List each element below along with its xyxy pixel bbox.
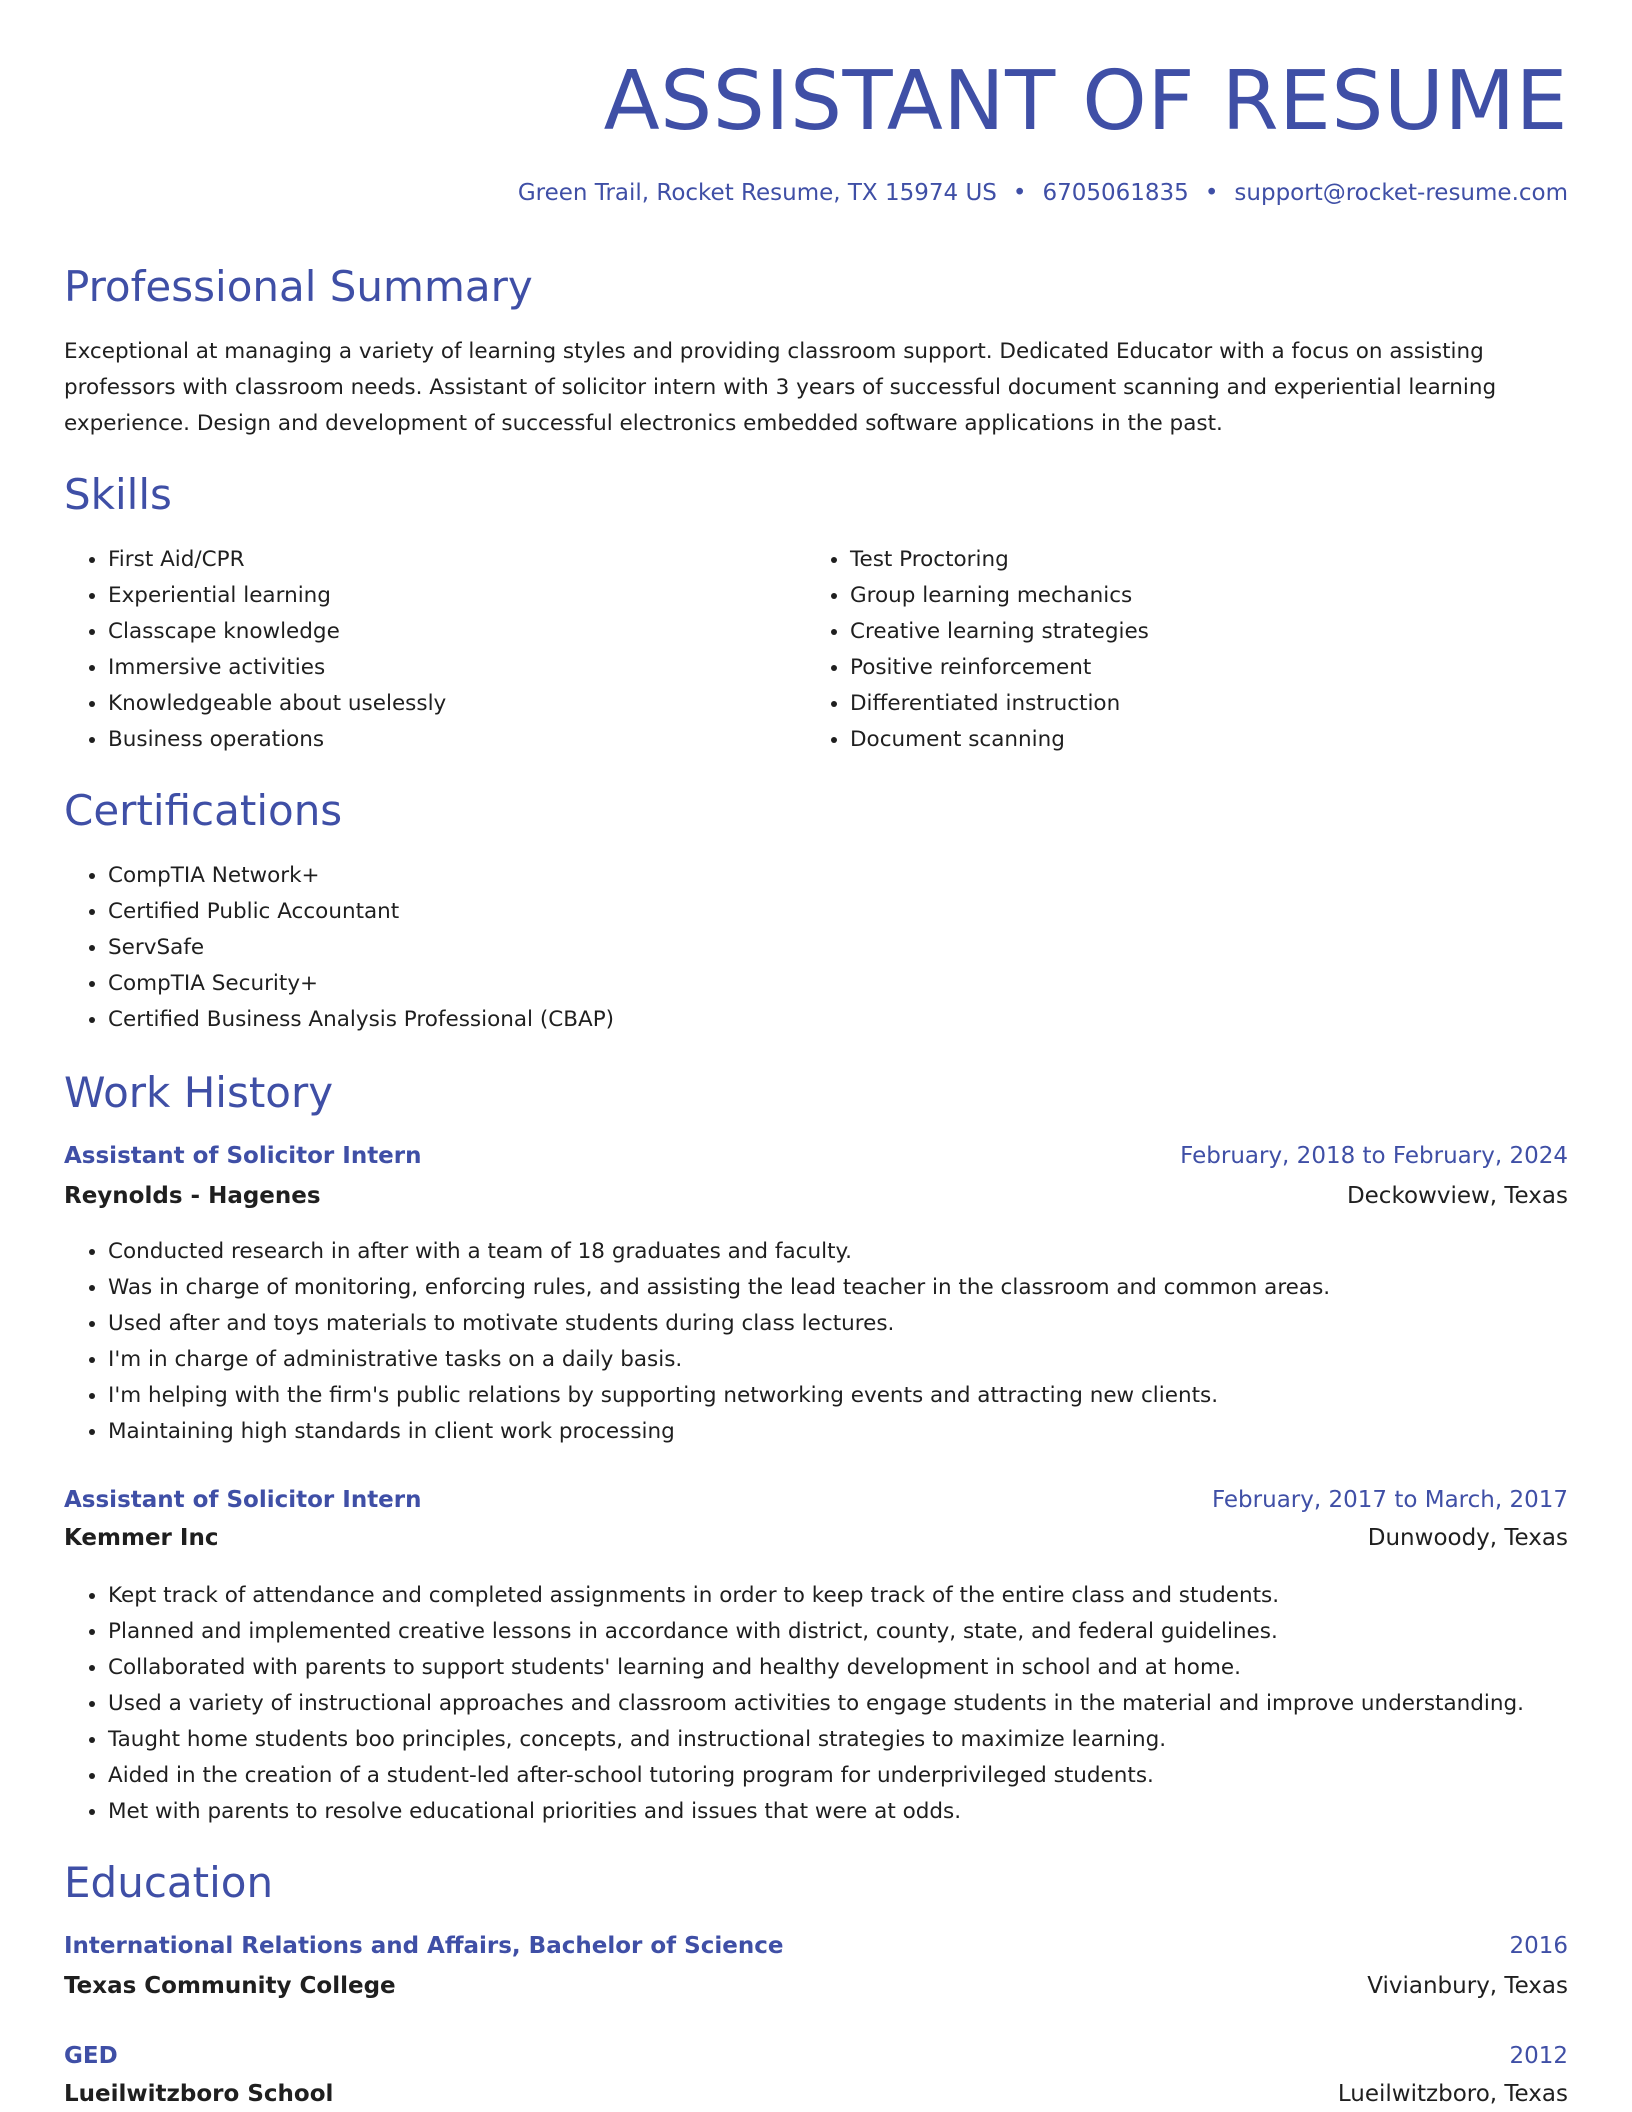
job-bullet: • Taught home students boo principles, concepts, and instructional strategies to maximize learning. [108,1722,1612,1758]
contact-separator: • [1204,180,1219,206]
certification-item: • ServSafe [108,930,1508,966]
job-employer: Reynolds - Hagenes [64,1183,321,1209]
education-1-header [64,1933,1568,1959]
job-dates: February, 2018 to February, 2024 [1180,1143,1568,1169]
resume-header [64,52,1568,152]
job-2-employer-row [64,1525,1568,1551]
education-1-school-row [64,1973,1568,1999]
job-1-header [64,1143,1568,1169]
skill-item: • First Aid/CPR [108,542,808,578]
job-bullet: • Was in charge of monitoring, enforcing rules, and assisting the lead teacher in the classroom and common areas. [108,1270,1608,1306]
certifications-heading: Certifications [64,786,343,835]
skill-item: • Immersive activities [108,650,808,686]
certification-item: • Certified Public Accountant [108,894,1508,930]
summary-heading: Professional Summary [64,262,533,311]
job-bullet: • Used after and toys materials to motivate students during class lectures. [108,1306,1608,1342]
education-2-header [64,2043,1568,2069]
job-location: Deckowview, Texas [1346,1183,1568,1209]
job-bullet: • Kept track of attendance and completed assignments in order to keep track of the entire class and students. [108,1578,1612,1614]
education-school: Lueilwitzboro School [64,2081,334,2107]
contact-phone: 6705061835 [1042,180,1189,206]
job-title: Assistant of Solicitor Intern [64,1487,422,1513]
job-bullet: • I'm in charge of administrative tasks on a daily basis. [108,1342,1608,1378]
job-bullet: • Conducted research in after with a team of 18 graduates and faculty. [108,1234,1608,1270]
education-2-school-row [64,2081,1568,2107]
job-location: Dunwoody, Texas [1367,1525,1568,1551]
certification-item: • CompTIA Security+ [108,966,1508,1002]
education-year: 2012 [1509,2043,1568,2069]
job-2-bullets [64,1578,1612,1830]
job-bullet: • I'm helping with the firm's public relations by supporting networking events and attracting new clients. [108,1378,1608,1414]
skills-list-right [806,542,1550,758]
work-history-heading: Work History [64,1068,334,1117]
contact-separator: • [1012,180,1027,206]
contact-address: Green Trail, Rocket Resume, TX 15974 US [517,180,997,206]
education-location: Lueilwitzboro, Texas [1337,2081,1568,2107]
skills-list-left [64,542,808,758]
job-bullet: • Planned and implemented creative lessons in accordance with district, county, state, and federal guidelines. [108,1614,1612,1650]
skill-item: • Experiential learning [108,578,808,614]
skill-item: • Differentiated instruction [850,686,1550,722]
candidate-name: ASSISTANT OF RESUME [603,54,1568,149]
skill-item: • Document scanning [850,722,1550,758]
job-bullet: • Collaborated with parents to support students' learning and healthy development in school and at home. [108,1650,1612,1686]
education-location: Vivianbury, Texas [1367,1973,1568,1999]
job-employer: Kemmer Inc [64,1525,219,1551]
skills-heading: Skills [64,470,172,519]
job-1-bullets [64,1234,1608,1450]
job-dates: February, 2017 to March, 2017 [1211,1487,1568,1513]
job-bullet: • Maintaining high standards in client work processing [108,1414,1608,1450]
education-year: 2016 [1509,1933,1568,1959]
certification-item: • Certified Business Analysis Professional (CBAP) [108,1002,1508,1038]
skill-item: • Business operations [108,722,808,758]
job-bullet: • Used a variety of instructional approaches and classroom activities to engage students in the material and improve understanding. [108,1686,1612,1722]
contact-line [518,180,1568,206]
job-2-header [64,1487,1568,1513]
skill-item: • Classcape knowledge [108,614,808,650]
job-bullet: • Aided in the creation of a student-led after-school tutoring program for underprivileged students. [108,1758,1612,1794]
skill-item: • Positive reinforcement [850,650,1550,686]
certifications-list [64,858,1508,1038]
education-degree: International Relations and Affairs, Bachelor of Science [64,1933,784,1959]
skill-item: • Knowledgeable about uselessly [108,686,808,722]
summary-text: Exceptional at managing a variety of learning styles and providing classroom support. Dedicated Educator with a focus on assisting professors with classroom needs. Assistant of solicitor intern with 3 years of successful document scanning and experiential learning experience. Design and development of successful electronics embedded software applications in the past. [64,339,1497,436]
job-bullet: • Met with parents to resolve educational priorities and issues that were at odds. [108,1794,1612,1830]
education-degree: GED [64,2043,118,2069]
education-heading: Education [64,1858,274,1907]
skill-item: • Test Proctoring [850,542,1550,578]
skill-item: • Group learning mechanics [850,578,1550,614]
skill-item: • Creative learning strategies [850,614,1550,650]
education-school: Texas Community College [64,1973,396,1999]
job-title: Assistant of Solicitor Intern [64,1143,422,1169]
job-1-employer-row [64,1183,1568,1209]
certification-item: • CompTIA Network+ [108,858,1508,894]
contact-email[interactable]: support@rocket-resume.com [1234,180,1568,206]
